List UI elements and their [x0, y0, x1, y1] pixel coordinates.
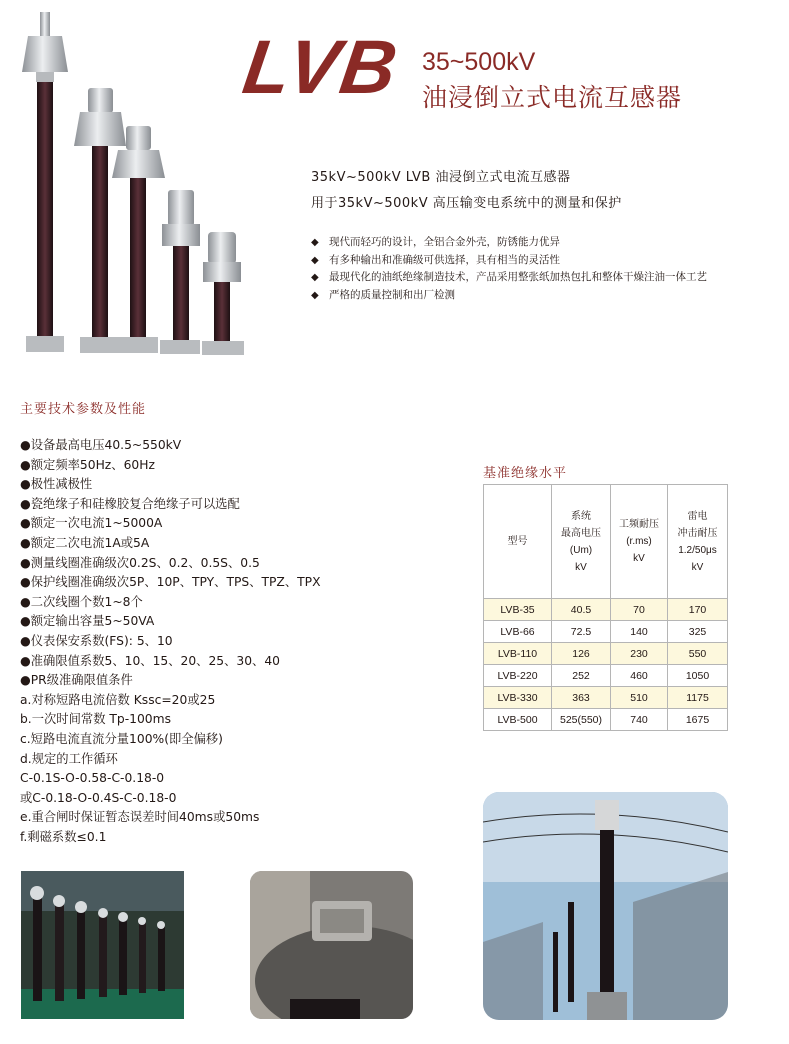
spec-item: 或C-0.18-O-0.4S-C-0.18-0	[20, 790, 177, 805]
table-cell: 72.5	[552, 621, 611, 643]
intro-line-1: 35kV~500kV LVB 油浸倒立式电流互感器	[311, 170, 571, 185]
table-header-cell: 型号	[484, 485, 552, 599]
transformer-unit-3	[112, 126, 165, 353]
installation-photo	[483, 792, 728, 1020]
spec-item: b.一次时间常数 Tp-100ms	[20, 712, 172, 727]
transformer-unit-4	[160, 190, 200, 354]
spec-item: ●额定输出容量5~50VA	[20, 614, 155, 629]
spec-item: ●额定频率50Hz、60Hz	[20, 457, 155, 472]
spec-item: a.对称短路电流倍数 Kssc=20或25	[20, 692, 216, 707]
spec-item: ●额定一次电流1~5000A	[20, 516, 163, 531]
table-cell: 1050	[668, 665, 728, 687]
feature-text: 现代而轻巧的设计，全铝合金外壳，防锈能力优异	[329, 236, 560, 248]
table-row	[484, 621, 728, 643]
table-cell: LVB-35	[484, 599, 552, 621]
feature-list	[311, 234, 751, 304]
table-cell: 325	[668, 621, 728, 643]
spec-item: c.短路电流直流分量100%(即全偏移)	[20, 731, 223, 746]
product-illustration	[18, 10, 288, 360]
table-cell: 1675	[668, 709, 728, 731]
table-cell: 40.5	[552, 599, 611, 621]
diamond-bullet-icon: ◆	[311, 254, 319, 266]
insulation-table	[483, 484, 728, 731]
table-cell: LVB-500	[484, 709, 552, 731]
table-cell: 70	[611, 599, 668, 621]
table-cell: 510	[611, 687, 668, 709]
feature-item	[311, 269, 751, 287]
transformer-unit-2	[74, 88, 126, 353]
table-cell: 1175	[668, 687, 728, 709]
factory-photo	[21, 871, 184, 1019]
specs-list	[20, 436, 321, 847]
spec-item: C-0.1S-O-0.58-C-0.18-0	[20, 771, 165, 786]
spec-item: ●PR级准确限值条件	[20, 673, 133, 688]
spec-item: ●准确限值系数5、10、15、20、25、30、40	[20, 653, 281, 668]
table-row	[484, 709, 728, 731]
table-cell: 525(550)	[552, 709, 611, 731]
table-cell: LVB-330	[484, 687, 552, 709]
spec-item: ●测量线圈准确级次0.2S、0.2、0.5S、0.5	[20, 555, 260, 570]
table-header-row	[484, 485, 728, 599]
detail-photo	[250, 871, 413, 1019]
table-cell: 252	[552, 665, 611, 687]
table-cell: 460	[611, 665, 668, 687]
spec-item: ●额定二次电流1A或5A	[20, 535, 150, 550]
table-row	[484, 643, 728, 665]
transformer-unit-1	[22, 12, 68, 352]
feature-text: 有多种输出和准确级可供选择，具有相当的灵活性	[329, 253, 560, 266]
table-cell: LVB-110	[484, 643, 552, 665]
table-header-cell: 系统 最高电压 (Um) kV	[552, 485, 611, 599]
brand-logo: LVB	[238, 25, 404, 110]
table-header-cell: 雷电 冲击耐压 1.2/50μs kV	[668, 485, 728, 599]
spec-item: ●仪表保安系数(FS): 5、10	[20, 633, 173, 648]
table-cell: 740	[611, 709, 668, 731]
intro-line-2: 用于35kV~500kV 高压输变电系统中的测量和保护	[311, 196, 622, 211]
spec-item: ●设备最高电压40.5~550kV	[20, 438, 182, 452]
diamond-bullet-icon: ◆	[311, 289, 319, 301]
feature-item	[311, 252, 751, 270]
product-title: 油浸倒立式电流互感器	[422, 83, 683, 112]
spec-item: f.剩磁系数≤0.1	[20, 829, 107, 844]
table-cell: LVB-66	[484, 621, 552, 643]
table-title: 基准绝缘水平	[483, 466, 568, 481]
transformer-unit-5	[202, 232, 244, 355]
table-cell: 550	[668, 643, 728, 665]
feature-item	[311, 234, 751, 252]
table-cell: 126	[552, 643, 611, 665]
table-row	[484, 599, 728, 621]
spec-item: ●瓷绝缘子和硅橡胶复合绝缘子可以选配	[20, 496, 240, 511]
spec-item: ●保护线圈准确级次5P、10P、TPY、TPS、TPZ、TPX	[20, 575, 321, 590]
table-cell: 140	[611, 621, 668, 643]
feature-item	[311, 287, 751, 305]
table-cell: LVB-220	[484, 665, 552, 687]
table-cell: 230	[611, 643, 668, 665]
table-cell: 363	[552, 687, 611, 709]
voltage-range: 35~500kV	[422, 48, 536, 76]
table-header-cell: 工频耐压 (r.ms) kV	[611, 485, 668, 599]
feature-text: 最现代化的油纸绝缘制造技术，产品采用整张纸加热包扎和整体干燥注油一体工艺	[329, 271, 707, 283]
specs-heading: 主要技术参数及性能	[20, 402, 147, 417]
diamond-bullet-icon: ◆	[311, 272, 319, 283]
table-row	[484, 687, 728, 709]
spec-item: d.规定的工作循环	[20, 751, 118, 766]
spec-item: ●二次线圈个数1~8个	[20, 594, 143, 609]
spec-item: ●极性减极性	[20, 477, 93, 492]
table-row	[484, 665, 728, 687]
feature-text: 严格的质量控制和出厂检测	[329, 288, 455, 301]
table-cell: 170	[668, 599, 728, 621]
diamond-bullet-icon: ◆	[311, 237, 319, 248]
spec-item: e.重合闸时保证暂态误差时间40ms或50ms	[20, 810, 260, 825]
